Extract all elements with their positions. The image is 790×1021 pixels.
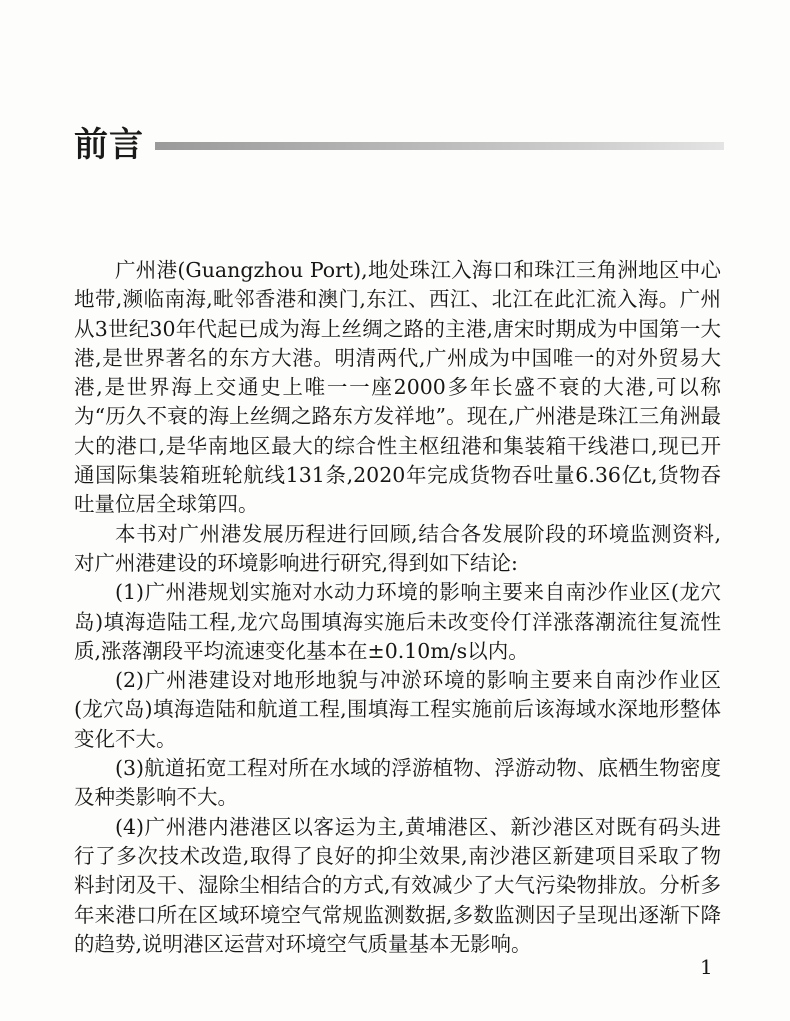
page-number: 1 xyxy=(700,955,713,979)
paragraph-conclusion-4: (4)广州港内港港区以客运为主,黄埔港区、新沙港区对既有码头进行了多次技术改造,取得了良好的抑尘效果,南沙港区新建项目采取了物料封闭及干、湿除尘相结合的方式,有效减少了大气污染物排放。分析多年来港口所在区域环境空气常规监测数据,多数监测因子呈现出逐渐下降的趋势,说明港区运营对环境空气质量基本无影响。 xyxy=(74,814,721,956)
paragraph-summary: 本书对广州港发展历程进行回顾,结合各发展阶段的环境监测资料,对广州港建设的环境影响进行研究,得到如下结论: xyxy=(74,521,721,575)
heading-gradient-rule xyxy=(155,142,724,150)
paragraph-conclusion-3: (3)航道拓宽工程对所在水域的浮游植物、浮游动物、底栖生物密度及种类影响不大。 xyxy=(74,756,721,810)
chapter-title: 前言 xyxy=(74,125,144,165)
body-text xyxy=(74,256,721,959)
chapter-heading xyxy=(74,122,724,172)
paragraph-conclusion-2: (2)广州港建设对地形地貌与冲淤环境的影响主要来自南沙作业区(龙穴岛)填海造陆和航道工程,围填海工程实施前后该海域水深地形整体变化不大。 xyxy=(74,668,721,751)
paragraph-intro: 广州港(Guangzhou Port),地处珠江入海口和珠江三角洲地区中心地带,濒临南海,毗邻香港和澳门,东江、西江、北江在此汇流入海。广州从3世纪30年代起已成为海上丝绸之路的主港,唐宋时期成为中国第一大港,是世界著名的东方大港。明清两代,广州成为中国唯一的对外贸易大港,是世界海上交通史上唯一一座2000多年长盛不衰的大港,可以称为“历久不衰的海上丝绸之路东方发祥地”。现在,广州港是珠江三角洲最大的港口,是华南地区最大的综合性主枢纽港和集装箱干线港口,现已开通国际集装箱班轮航线131条,2020年完成货物吞吐量6.36亿t,货物吞吐量位居全球第四。 xyxy=(74,258,721,517)
paragraph-conclusion-1: (1)广州港规划实施对水动力环境的影响主要来自南沙作业区(龙穴岛)填海造陆工程,龙穴岛围填海实施后未改变伶仃洋涨落潮流往复流性质,涨落潮段平均流速变化基本在±0.10m/s以内。 xyxy=(74,580,721,663)
